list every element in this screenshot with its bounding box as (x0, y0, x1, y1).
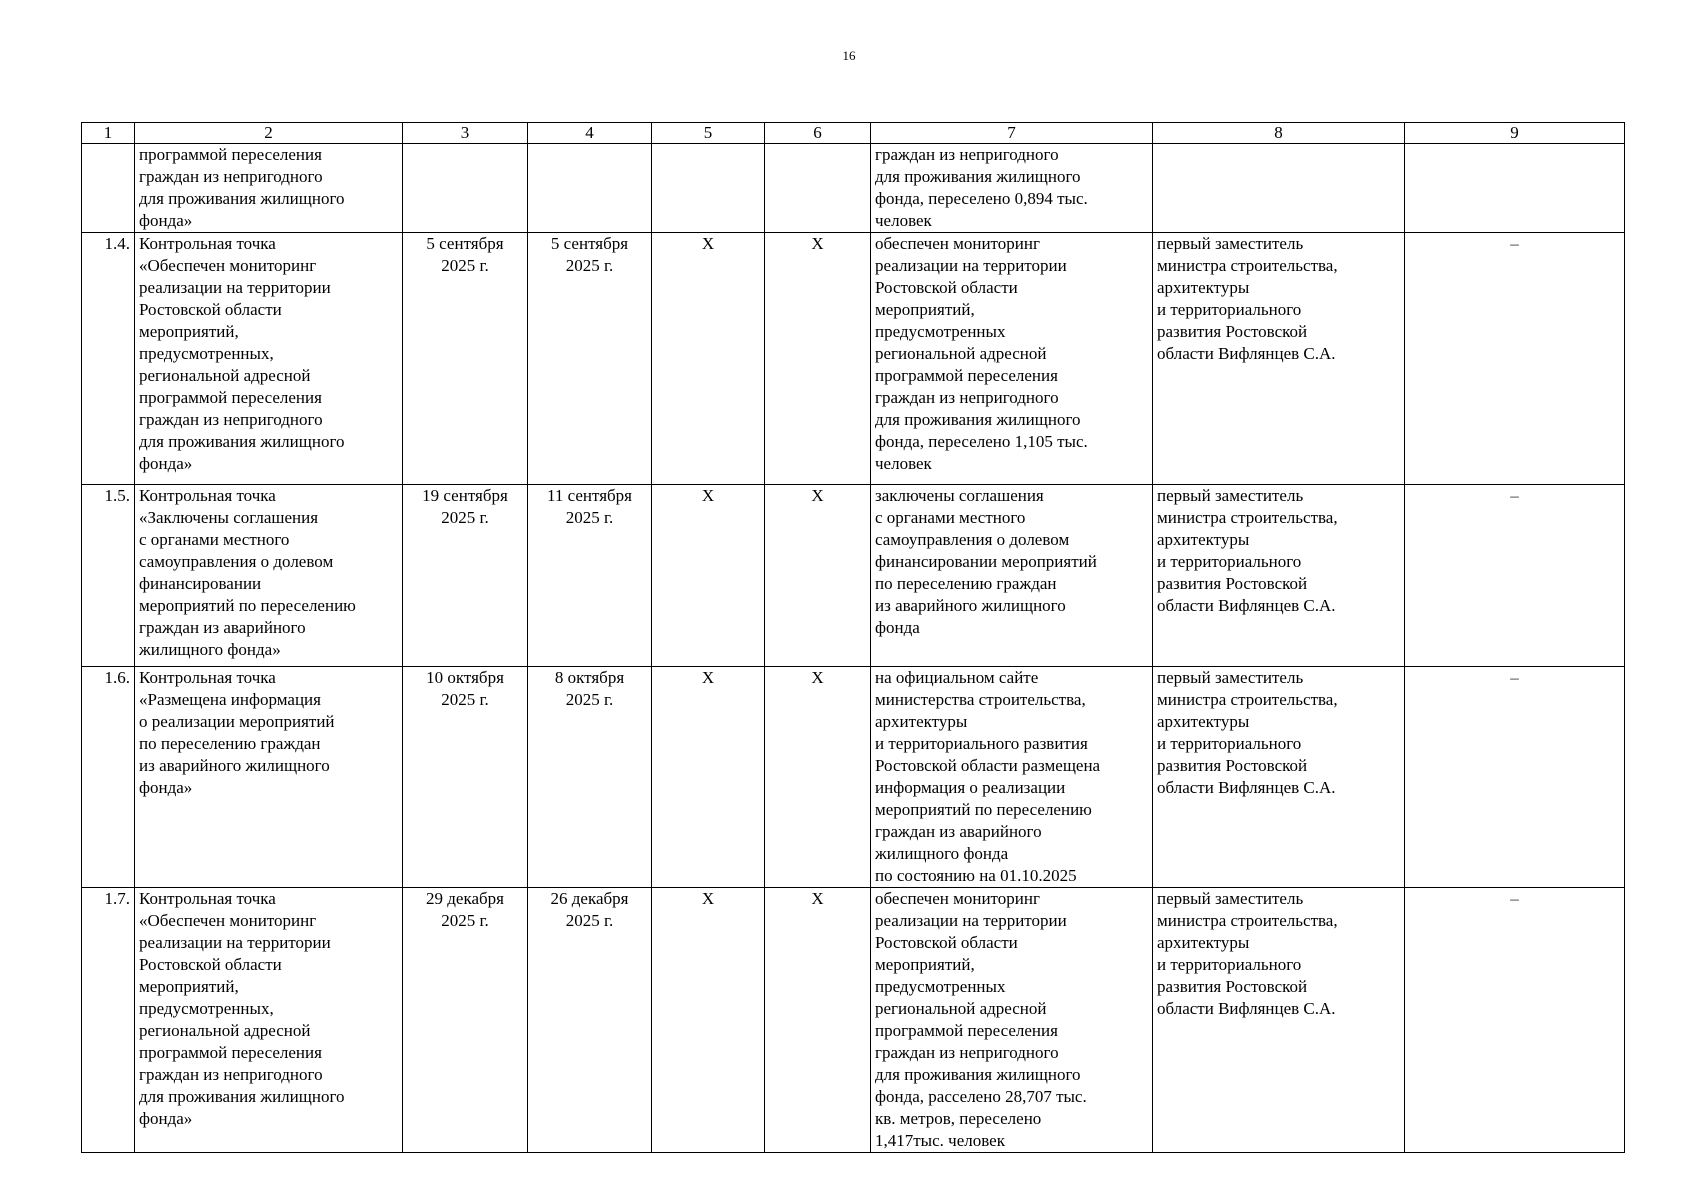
column-6-cell: X (765, 888, 871, 1153)
column-5-cell: X (652, 233, 765, 485)
column-header: 4 (528, 123, 652, 144)
column-9-cell: – (1405, 888, 1625, 1153)
row-number-cell: 1.7. (82, 888, 135, 1153)
table-row (82, 667, 1625, 888)
column-9-cell (1405, 144, 1625, 233)
column-header: 8 (1153, 123, 1405, 144)
column-header: 5 (652, 123, 765, 144)
planned-date-cell: 10 октября 2025 г. (403, 667, 528, 888)
page-number: 16 (842, 48, 856, 63)
result-cell: заключены соглашения с органами местного самоуправления о долевом финансировании мероприятий по переселению граждан из аварийного жилищного фонда (871, 485, 1153, 667)
row-number-cell: 1.6. (82, 667, 135, 888)
result-cell: обеспечен мониторинг реализации на территории Ростовской области мероприятий, предусмотренных региональной адресной программой переселения граждан из непригодного для проживания жилищного фонда, расселено 28,707 тыс. кв. метров, переселено 1,417тыс. человек (871, 888, 1153, 1153)
column-9-cell: – (1405, 667, 1625, 888)
row-number-cell: 1.4. (82, 233, 135, 485)
control-point-name-cell: Контрольная точка «Заключены соглашения с органами местного самоуправления о долевом финансировании мероприятий по переселению граждан из аварийного жилищного фонда» (135, 485, 403, 667)
column-9-cell: – (1405, 233, 1625, 485)
actual-date-cell (528, 144, 652, 233)
row-number-cell (82, 144, 135, 233)
control-point-name-cell: Контрольная точка «Обеспечен мониторинг реализации на территории Ростовской области мероприятий, предусмотренных, региональной адресной программой переселения граждан из непригодного для проживания жилищного фонда» (135, 233, 403, 485)
result-cell: на официальном сайте министерства строительства, архитектуры и территориального развития Ростовской области размещена информация о реализации мероприятий по переселению граждан из аварийного жилищного фонда по состоянию на 01.10.2025 (871, 667, 1153, 888)
column-6-cell: X (765, 667, 871, 888)
result-cell: граждан из непригодного для проживания жилищного фонда, переселено 0,894 тыс. человек (871, 144, 1153, 233)
planned-date-cell (403, 144, 528, 233)
actual-date-cell: 26 декабря 2025 г. (528, 888, 652, 1153)
responsible-cell (1153, 144, 1405, 233)
column-header: 7 (871, 123, 1153, 144)
column-5-cell: X (652, 667, 765, 888)
responsible-cell: первый заместитель министра строительства, архитектуры и территориального развития Ростовской области Вифлянцев С.А. (1153, 233, 1405, 485)
column-header: 2 (135, 123, 403, 144)
responsible-cell: первый заместитель министра строительства, архитектуры и территориального развития Ростовской области Вифлянцев С.А. (1153, 485, 1405, 667)
table-row (82, 144, 1625, 233)
column-6-cell (765, 144, 871, 233)
column-5-cell: X (652, 888, 765, 1153)
column-header: 6 (765, 123, 871, 144)
planned-date-cell: 29 декабря 2025 г. (403, 888, 528, 1153)
control-points-table (81, 122, 1625, 1153)
actual-date-cell: 11 сентября 2025 г. (528, 485, 652, 667)
result-cell: обеспечен мониторинг реализации на территории Ростовской области мероприятий, предусмотренных региональной адресной программой переселения граждан из непригодного для проживания жилищного фонда, переселено 1,105 тыс. человек (871, 233, 1153, 485)
planned-date-cell: 5 сентября 2025 г. (403, 233, 528, 485)
table-row (82, 485, 1625, 667)
table-header-row (82, 123, 1625, 144)
column-5-cell: X (652, 485, 765, 667)
column-6-cell: X (765, 485, 871, 667)
control-point-name-cell: программой переселения граждан из непригодного для проживания жилищного фонда» (135, 144, 403, 233)
column-9-cell: – (1405, 485, 1625, 667)
control-point-name-cell: Контрольная точка «Обеспечен мониторинг реализации на территории Ростовской области мероприятий, предусмотренных, региональной адресной программой переселения граждан из непригодного для проживания жилищного фонда» (135, 888, 403, 1153)
responsible-cell: первый заместитель министра строительства, архитектуры и территориального развития Ростовской области Вифлянцев С.А. (1153, 667, 1405, 888)
control-point-name-cell: Контрольная точка «Размещена информация о реализации мероприятий по переселению граждан из аварийного жилищного фонда» (135, 667, 403, 888)
column-header: 9 (1405, 123, 1625, 144)
column-6-cell: X (765, 233, 871, 485)
column-header: 1 (82, 123, 135, 144)
table-row (82, 888, 1625, 1153)
table-row (82, 233, 1625, 485)
column-header: 3 (403, 123, 528, 144)
planned-date-cell: 19 сентября 2025 г. (403, 485, 528, 667)
responsible-cell: первый заместитель министра строительства, архитектуры и территориального развития Ростовской области Вифлянцев С.А. (1153, 888, 1405, 1153)
row-number-cell: 1.5. (82, 485, 135, 667)
actual-date-cell: 5 сентября 2025 г. (528, 233, 652, 485)
column-5-cell (652, 144, 765, 233)
actual-date-cell: 8 октября 2025 г. (528, 667, 652, 888)
